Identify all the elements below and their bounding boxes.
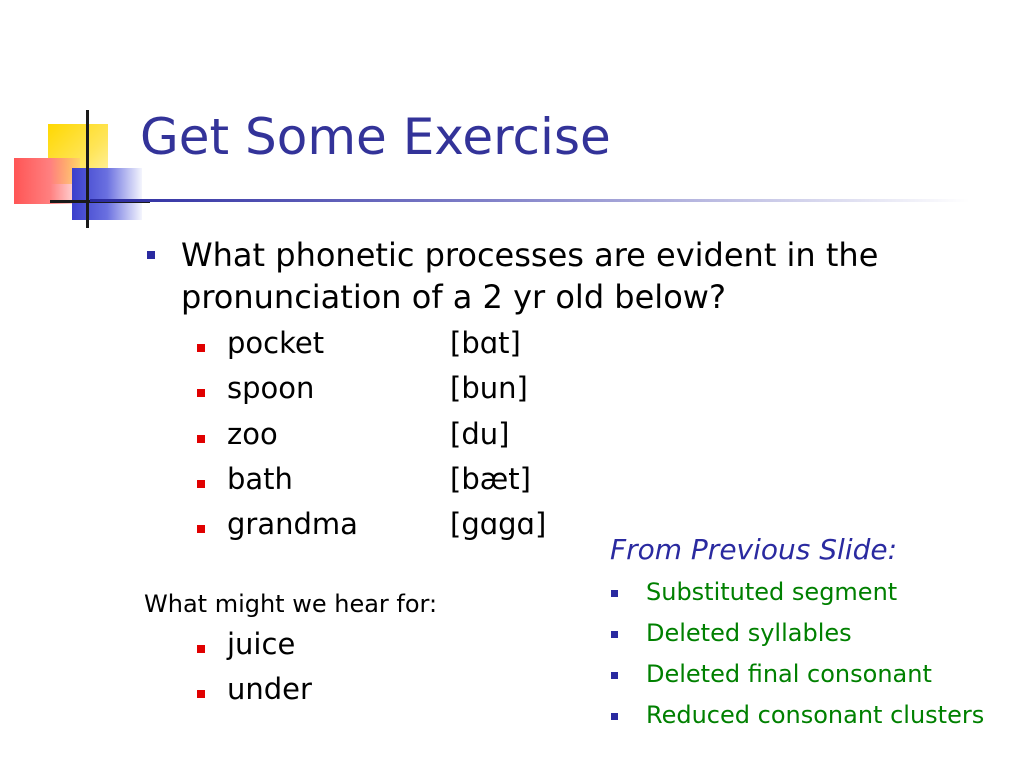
bullet-square-icon bbox=[147, 251, 155, 259]
example-word: grandma bbox=[227, 507, 358, 541]
previous-item: Substituted segment bbox=[646, 578, 898, 606]
example-word: spoon bbox=[227, 371, 315, 405]
bullet-square-icon bbox=[611, 590, 618, 597]
previous-slide-heading: From Previous Slide: bbox=[610, 533, 898, 566]
decorative-red-square bbox=[14, 158, 80, 204]
example-row bbox=[227, 417, 510, 451]
hear-word-text: juice bbox=[227, 627, 296, 661]
hear-prompt: What might we hear for: bbox=[144, 590, 438, 618]
bullet-square-icon bbox=[197, 690, 205, 698]
example-ipa: [bæt] bbox=[450, 462, 531, 496]
example-ipa: [du] bbox=[450, 417, 510, 451]
bullet-square-icon bbox=[197, 480, 205, 488]
bullet-square-icon bbox=[611, 672, 618, 679]
bullet-square-icon bbox=[197, 525, 205, 533]
main-question: What phonetic processes are evident in the pronunciation of a 2 yr old below? bbox=[181, 236, 879, 316]
example-row bbox=[227, 462, 531, 496]
hear-word bbox=[227, 672, 312, 706]
bullet-square-icon bbox=[197, 435, 205, 443]
title-underline bbox=[90, 199, 970, 202]
slide-title: Get Some Exercise bbox=[140, 108, 611, 166]
previous-item: Deleted syllables bbox=[646, 619, 852, 647]
hear-word-text: under bbox=[227, 672, 312, 706]
example-word: pocket bbox=[227, 326, 325, 360]
previous-item: Deleted final consonant bbox=[646, 660, 932, 688]
bullet-square-icon bbox=[611, 713, 618, 720]
previous-item: Reduced consonant clusters bbox=[646, 701, 985, 729]
hear-word bbox=[227, 627, 295, 661]
example-ipa: [bɑt] bbox=[450, 326, 521, 360]
example-ipa: [gɑgɑ] bbox=[450, 507, 547, 541]
bullet-square-icon bbox=[611, 631, 618, 638]
bullet-square-icon bbox=[197, 344, 205, 352]
example-word: zoo bbox=[227, 417, 278, 451]
bullet-square-icon bbox=[197, 389, 205, 397]
example-row bbox=[227, 371, 528, 405]
example-row bbox=[227, 507, 547, 541]
bullet-square-icon bbox=[197, 645, 205, 653]
example-word: bath bbox=[227, 462, 293, 496]
example-row bbox=[227, 326, 521, 360]
decorative-vertical-line bbox=[86, 110, 89, 228]
example-ipa: [bun] bbox=[450, 371, 528, 405]
decorative-blue-square bbox=[72, 168, 142, 220]
